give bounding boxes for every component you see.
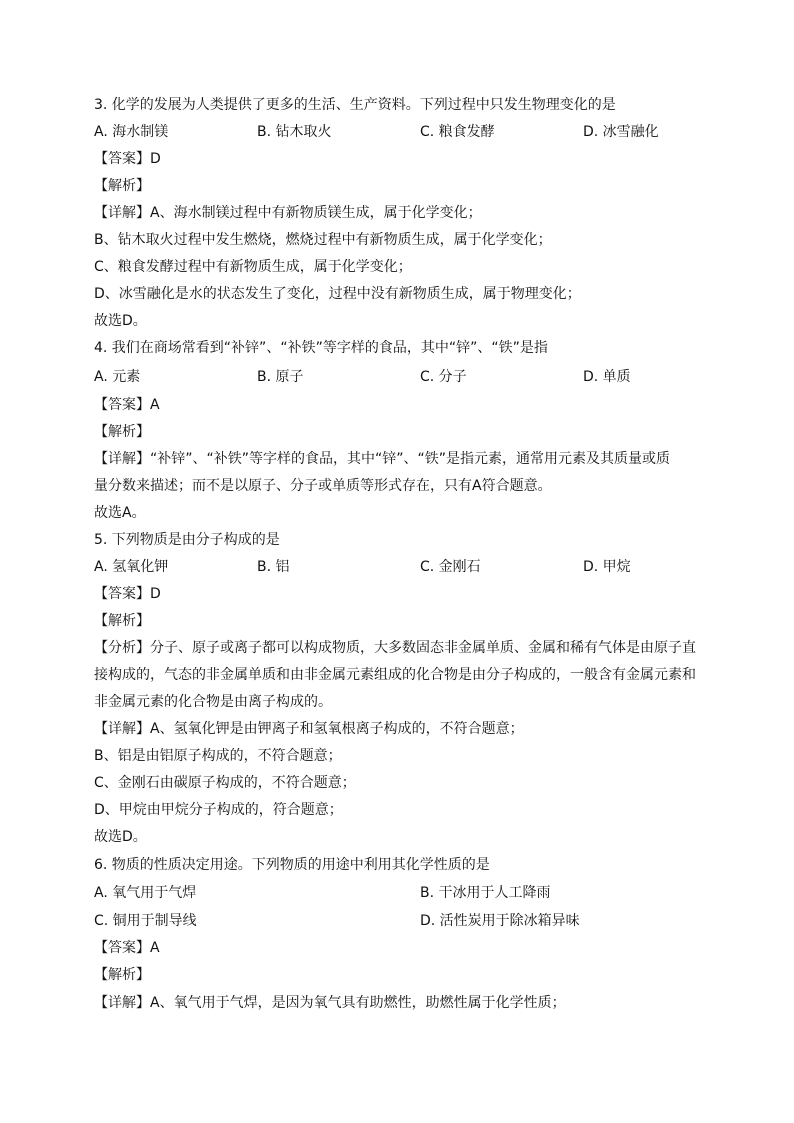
question-3-options	[94, 122, 714, 142]
question-5-analysis: 接构成的，气态的非金属单质和由非金属元素组成的化合物是由分子构成的，一般含有金属元素和	[94, 667, 696, 683]
question-6-analysis-label: 【解析】	[94, 967, 150, 983]
option-a: A. 氧气用于气焊	[94, 885, 197, 901]
question-4-answer: 【答案】A	[94, 397, 160, 413]
question-5-detail: D、甲烷由甲烷分子构成的，符合题意；	[94, 802, 343, 818]
question-6-stem: 6. 物质的性质决定用途。下列物质的用途中利用其化学性质的是	[94, 857, 490, 873]
option-c: C. 分子	[420, 369, 467, 385]
question-6-options-row-2	[94, 911, 714, 931]
question-5-detail: 【详解】A、氢氧化钾是由钾离子和氢氧根离子构成的，不符合题意；	[94, 721, 524, 737]
question-5-detail: B、铝是由铝原子构成的，不符合题意；	[94, 748, 342, 764]
option-a: A. 氢氧化钾	[94, 559, 169, 575]
question-3-detail: D、冰雪融化是水的状态发生了变化，过程中没有新物质生成，属于物理变化；	[94, 286, 581, 302]
option-b: B. 铝	[257, 559, 290, 575]
option-b: B. 原子	[257, 369, 304, 385]
question-3-stem: 3. 化学的发展为人类提供了更多的生活、生产资料。下列过程中只发生物理变化的是	[94, 97, 616, 113]
question-5-analysis-label: 【解析】	[94, 613, 150, 629]
question-6-detail: 【详解】A、氧气用于气焊，是因为氧气具有助燃性，助燃性属于化学性质；	[94, 995, 566, 1011]
question-3-conclusion: 故选D。	[94, 313, 147, 329]
question-5-stem: 5. 下列物质是由分子构成的是	[94, 532, 280, 548]
question-3-analysis-label: 【解析】	[94, 178, 150, 194]
question-3-answer: 【答案】D	[94, 151, 161, 167]
question-6-options-row-1	[94, 883, 714, 903]
option-a: A. 元素	[94, 369, 141, 385]
option-d: D. 冰雪融化	[583, 124, 659, 140]
question-3-detail: C、粮食发酵过程中有新物质生成，属于化学变化；	[94, 259, 412, 275]
question-4-options	[94, 367, 714, 387]
option-d: D. 活性炭用于除冰箱异味	[420, 913, 580, 929]
option-c: C. 金刚石	[420, 559, 481, 575]
question-3-detail: 【详解】A、海水制镁过程中有新物质镁生成，属于化学变化；	[94, 205, 482, 221]
question-5-detail: C、金刚石由碳原子构成的，不符合题意；	[94, 775, 356, 791]
option-c: C. 铜用于制导线	[94, 913, 197, 929]
question-5-answer: 【答案】D	[94, 586, 161, 602]
question-5-options	[94, 557, 714, 577]
option-d: D. 甲烷	[583, 559, 631, 575]
question-4-stem: 4. 我们在商场常看到“补锌”、“补铁”等字样的食品，其中“锌”、“铁”是指	[94, 340, 548, 356]
question-5-conclusion: 故选D。	[94, 829, 147, 845]
option-b: B. 钻木取火	[257, 124, 332, 140]
option-c: C. 粮食发酵	[420, 124, 495, 140]
question-6-answer: 【答案】A	[94, 940, 160, 956]
question-3-detail: B、钻木取火过程中发生燃烧，燃烧过程中有新物质生成，属于化学变化；	[94, 232, 552, 248]
option-a: A. 海水制镁	[94, 124, 169, 140]
question-4-detail: 【详解】“补锌”、“补铁”等字样的食品，其中“锌”、“铁”是指元素，通常用元素及其质量或质	[94, 451, 671, 467]
option-d: D. 单质	[583, 369, 631, 385]
question-4-detail: 量分数来描述；而不是以原子、分子或单质等形式存在，只有A符合题意。	[94, 478, 552, 494]
question-5-analysis: 【分析】分子、原子或离子都可以构成物质，大多数固态非金属单质、金属和稀有气体是由原子直	[94, 640, 696, 656]
question-4-conclusion: 故选A。	[94, 505, 146, 521]
question-4-analysis-label: 【解析】	[94, 424, 150, 440]
option-b: B. 干冰用于人工降雨	[420, 885, 551, 901]
question-5-analysis: 非金属元素的化合物是由离子构成的。	[94, 694, 332, 710]
